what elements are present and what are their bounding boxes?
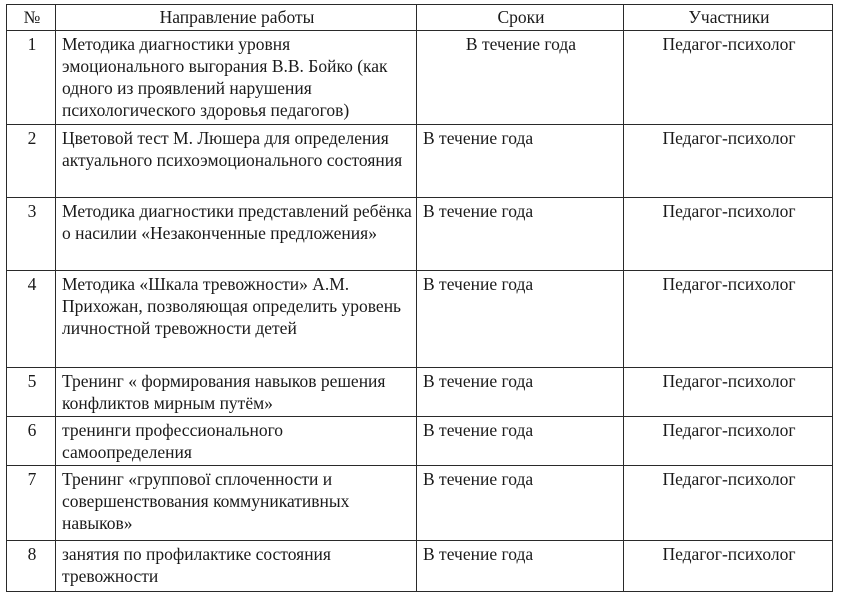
row-num: 1: [7, 31, 56, 125]
table-row: [7, 466, 833, 541]
row-terms: В течение года: [417, 271, 624, 368]
row-num: 6: [7, 417, 56, 466]
table-row: [7, 198, 833, 271]
row-direction: Цветовой тест М. Люшера для определения актуального психоэмоционального состояния: [56, 125, 417, 198]
row-terms: В течение года: [417, 368, 624, 417]
row-participants: Педагог-психолог: [624, 417, 833, 466]
row-participants: Педагог-психолог: [624, 368, 833, 417]
row-terms: В течение года: [417, 125, 624, 198]
row-terms: В течение года: [417, 198, 624, 271]
row-participants: Педагог-психолог: [624, 31, 833, 125]
table-header-row: [7, 5, 833, 31]
table-row: [7, 368, 833, 417]
row-num: 5: [7, 368, 56, 417]
row-terms: В течение года: [417, 31, 624, 125]
table-row: [7, 31, 833, 125]
row-direction: Тренинг « формирования навыков решения конфликтов мирным путём»: [56, 368, 417, 417]
row-direction: Методика диагностики представлений ребёнка о насилии «Незаконченные предложения»: [56, 198, 417, 271]
row-direction: Методика «Шкала тревожности» А.М. Прихожан, позволяющая определить уровень личностной тревожности детей: [56, 271, 417, 368]
row-direction: Методика диагностики уровня эмоционального выгорания В.В. Бойко (как одного из проявлений нарушения психологического здоровья педагогов): [56, 31, 417, 125]
row-participants: Педагог-психолог: [624, 541, 833, 592]
row-participants: Педагог-психолог: [624, 125, 833, 198]
row-participants: Педагог-психолог: [624, 198, 833, 271]
table-row: [7, 125, 833, 198]
row-terms: В течение года: [417, 417, 624, 466]
row-num: 4: [7, 271, 56, 368]
table-row: [7, 417, 833, 466]
header-terms: Сроки: [417, 5, 624, 31]
header-num: №: [7, 5, 56, 31]
row-terms: В течение года: [417, 466, 624, 541]
row-terms: В течение года: [417, 541, 624, 592]
row-direction: занятия по профилактике состояния тревожности: [56, 541, 417, 592]
row-participants: Педагог-психолог: [624, 466, 833, 541]
row-num: 3: [7, 198, 56, 271]
row-num: 8: [7, 541, 56, 592]
table-row: [7, 541, 833, 592]
row-num: 7: [7, 466, 56, 541]
work-plan-table: [6, 4, 833, 592]
header-direction: Направление работы: [56, 5, 417, 31]
table-row: [7, 271, 833, 368]
row-num: 2: [7, 125, 56, 198]
header-participants: Участники: [624, 5, 833, 31]
row-direction: тренинги профессионального самоопределения: [56, 417, 417, 466]
row-direction: Тренинг «группової сплоченности и совершенствования коммуникативных навыков»: [56, 466, 417, 541]
row-participants: Педагог-психолог: [624, 271, 833, 368]
